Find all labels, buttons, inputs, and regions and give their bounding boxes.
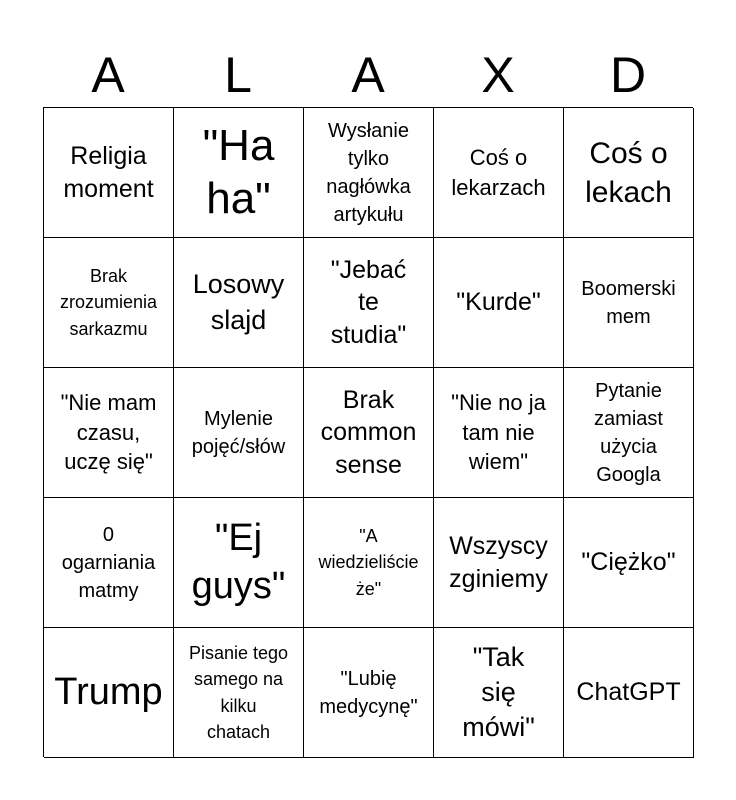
bingo-cell-text: Mylenie pojęć/słów — [191, 407, 286, 458]
bingo-cell[interactable] — [564, 368, 694, 498]
bingo-cell[interactable] — [434, 498, 564, 628]
bingo-cell-text: Religia moment — [63, 142, 154, 203]
bingo-cell-text: Losowy slajd — [192, 269, 285, 335]
bingo-cell-text: "Lubię medycynę" — [319, 667, 418, 718]
bingo-cell-text: Pisanie tego samego na kilku chatach — [188, 643, 289, 742]
bingo-header — [43, 44, 693, 106]
bingo-cell-text: "Ciężko" — [581, 548, 676, 577]
bingo-cell[interactable] — [174, 238, 304, 368]
bingo-cell-text: ChatGPT — [576, 678, 681, 707]
bingo-cell-text: "A wiedzieliście że" — [318, 526, 419, 599]
bingo-cell-text: "Kurde" — [456, 288, 541, 317]
bingo-cell[interactable] — [304, 368, 434, 498]
bingo-cell[interactable] — [174, 498, 304, 628]
header-letter: A — [91, 47, 125, 103]
bingo-cell[interactable] — [564, 238, 694, 368]
bingo-cell-text: "Tak się mówi" — [462, 641, 535, 743]
bingo-cell-text: 0 ogarniania matmy — [61, 523, 156, 602]
bingo-cell-text: Wysłanie tylko nagłówka artykułu — [326, 119, 411, 226]
bingo-cell[interactable] — [174, 628, 304, 758]
bingo-cell[interactable] — [44, 238, 174, 368]
bingo-cell-text: "Nie no ja tam nie wiem" — [451, 389, 546, 475]
bingo-cell[interactable] — [44, 368, 174, 498]
bingo-cell-text: Brak common sense — [320, 385, 417, 479]
bingo-board — [43, 107, 693, 757]
bingo-cell[interactable] — [174, 108, 304, 238]
bingo-cell[interactable] — [434, 238, 564, 368]
bingo-cell[interactable] — [564, 108, 694, 238]
bingo-cell[interactable] — [174, 368, 304, 498]
bingo-cell-text: Boomerski mem — [581, 277, 676, 328]
bingo-cell[interactable] — [44, 628, 174, 758]
bingo-cell[interactable] — [564, 498, 694, 628]
bingo-cell-text: Brak zrozumienia sarkazmu — [59, 266, 158, 339]
bingo-cell-text: "Jebać te studia" — [330, 255, 407, 349]
bingo-cell-text: "Ha ha" — [202, 120, 275, 223]
bingo-cell[interactable] — [304, 238, 434, 368]
bingo-cell-text: "Ej guys" — [191, 517, 286, 607]
header-letter: A — [351, 47, 385, 103]
header-letter: L — [224, 47, 252, 103]
bingo-cell[interactable] — [44, 498, 174, 628]
bingo-cell[interactable] — [434, 108, 564, 238]
bingo-cell[interactable] — [434, 628, 564, 758]
bingo-cell-text: Coś o lekarzach — [451, 144, 546, 200]
bingo-cell-text: Pytanie zamiast użycia Googla — [594, 379, 663, 486]
bingo-cell-text: Coś o lekach — [585, 136, 672, 209]
bingo-cell-text: Wszyscy zginiemy — [449, 532, 548, 593]
bingo-cell[interactable] — [304, 498, 434, 628]
bingo-cell[interactable] — [44, 108, 174, 238]
header-letter: X — [481, 47, 515, 103]
bingo-cell[interactable] — [304, 628, 434, 758]
header-letter: D — [609, 47, 647, 103]
bingo-cell[interactable] — [434, 368, 564, 498]
bingo-cell[interactable] — [564, 628, 694, 758]
bingo-cell[interactable] — [304, 108, 434, 238]
bingo-cell-text: "Nie mam czasu, uczę się" — [60, 389, 157, 475]
bingo-cell-text: Trump — [54, 670, 163, 713]
